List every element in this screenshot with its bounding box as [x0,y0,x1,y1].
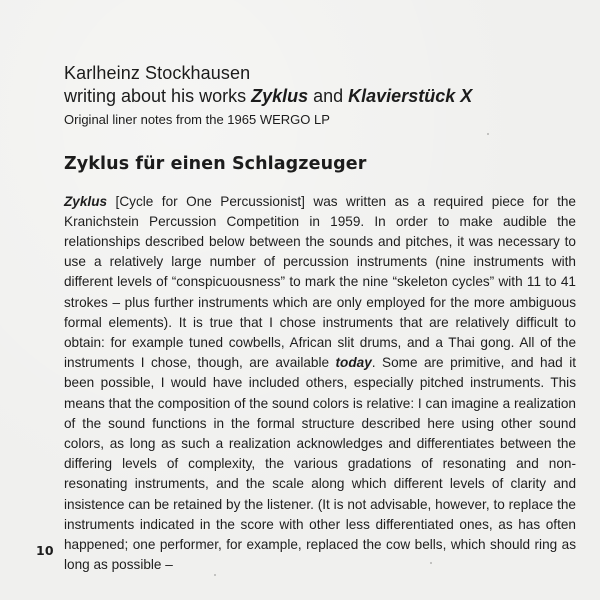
section-heading: Zyklus für einen Schlagzeuger [64,154,367,174]
body-paragraph [64,192,576,576]
paper-speck [430,562,432,564]
article-subtitle [64,85,584,108]
work-title-klavierstueck: Klavierstück X [348,86,473,106]
source-note: Original liner notes from the 1965 WERGO LP [64,112,330,127]
paper-speck [214,574,216,576]
work-title-zyklus: Zyklus [251,86,309,106]
subtitle-conjunction: and [308,86,349,106]
page-header [64,62,584,128]
emphasis-today: today [335,355,372,371]
author-name: Karlheinz Stockhausen [64,63,251,83]
paper-speck [487,133,489,135]
paragraph-text-1: [Cycle for One Percussionist] was written as a required piece for the Kranichstein Percussion Competition in 1959. In order to make audible the relationships described below between the sounds and pitches, it was necessary to use a relatively large number of percussion instruments (nine instruments with different levels of “conspicuousness” to mark the nine “skeleton cycles” with 11 to 41 strokes – plus further instruments which are only employed for the more ambiguous formal elements). It is true that I chose instruments that are relatively difficult to obtain: for example tuned cowbells, African slit drums, and a Thai gong. All of the instruments I chose, though, are available [64,193,576,371]
lead-title: Zyklus [64,193,108,209]
paragraph-text-2: . Some are primitive, and had it been possible, I would have included others, especially pitched instruments. This means that the composition of the sound colors is relative: I can imagine a realization of the sound functions in the formal structure described here using other sound colors, as long as such a realization acknowledges and differentiates between the differing levels of complexity, the various gradations of resonating and non-resonating instruments, and the scale along which different levels of clarity and insistence can be retained by the listener. (It is not advisable, however, to replace the instruments indicated in the score with other less differentiated ones, as has often happened; one performer, for example, replaced the cow bells, which should ring as long as possible – [64,355,576,573]
subtitle-prefix: writing about his works [64,86,252,106]
page-number: 10 [36,543,54,558]
